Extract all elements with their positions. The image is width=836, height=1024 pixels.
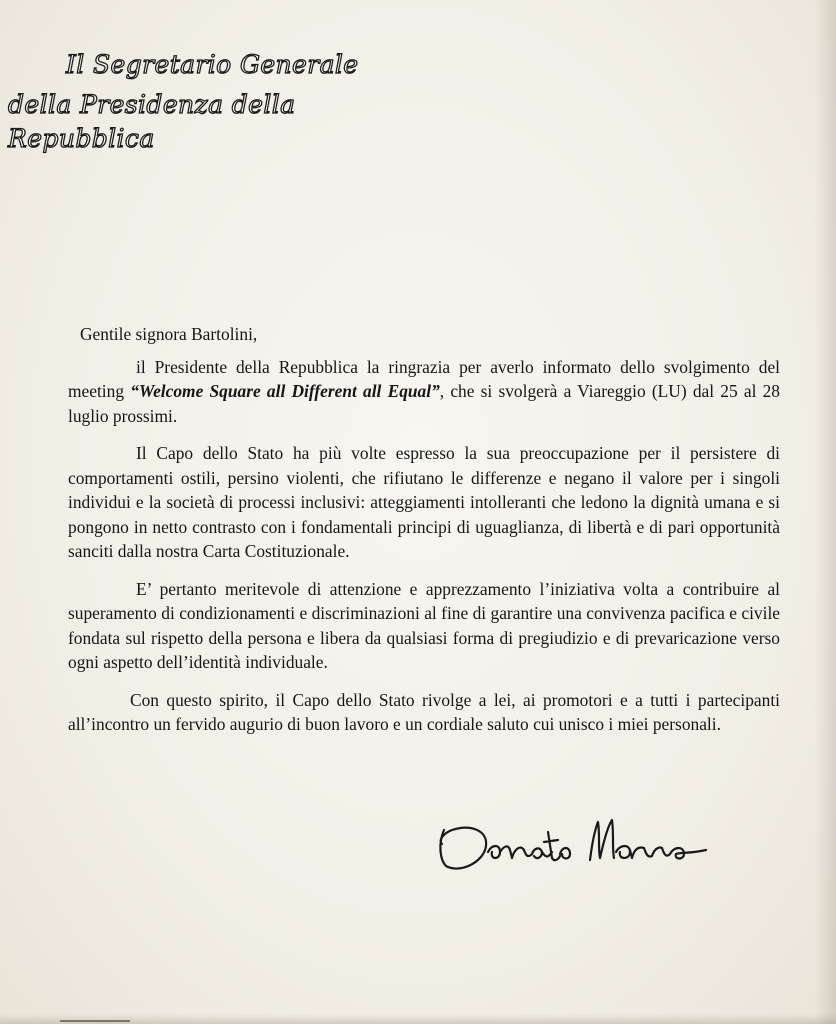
letterhead-title: Il Segretario Generale xyxy=(66,50,359,79)
page-bottom-mark xyxy=(60,1020,130,1022)
page-edge-shadow xyxy=(814,0,836,1024)
handwritten-signature xyxy=(430,800,720,878)
letterhead xyxy=(8,48,428,156)
letterhead-institution: della Presidenza della Repubblica xyxy=(8,90,296,153)
letter-body xyxy=(68,322,780,750)
paragraph-3: E’ pertanto meritevole di attenzione e apprezzamento l’iniziativa volta a contribuire al superamento di condizionamenti e discriminazioni al fine di garantire una convivenza pacifica e civile fondata sul rispetto della persona e libera da qualsiasi forma di pregiudizio e di prevaricazione verso ogni aspetto dell’identità individuale. xyxy=(68,578,780,672)
paragraph-1 xyxy=(68,355,780,429)
paragraph-4: Con questo spirito, il Capo dello Stato rivolge a lei, ai promotori e a tutti i partecipanti all’incontro un fervido augurio di buon lavoro e un cordiale saluto cui unisco i miei personali. xyxy=(68,689,780,734)
page-bottom-edge xyxy=(0,1014,836,1024)
event-name: “Welcome Square all Different all Equal” xyxy=(130,381,440,401)
paragraph-1-text-a: il Presidente della Repubblica la ringrazia per averlo informato dello svolgimento del meeting xyxy=(68,356,780,401)
salutation: Gentile signora Bartolini, xyxy=(80,324,258,344)
paragraph-1-text-b: , che si svolgerà a Viareggio (LU) dal 25 al 28 luglio prossimi. xyxy=(68,381,780,426)
paragraph-2: Il Capo dello Stato ha più volte espresso la sua preoccupazione per il persistere di comportamenti ostili, persino violenti, che rifiutano le differenze e negano il valore per i singoli individui e la società di processi inclusivi: atteggiamenti intolleranti che ledono la dignità umana e si pongono in netto contrasto con i fondamentali principi di uguaglianza, di libertà e di pari opportunità sanciti dalla nostra Carta Costituzionale. xyxy=(68,443,780,561)
